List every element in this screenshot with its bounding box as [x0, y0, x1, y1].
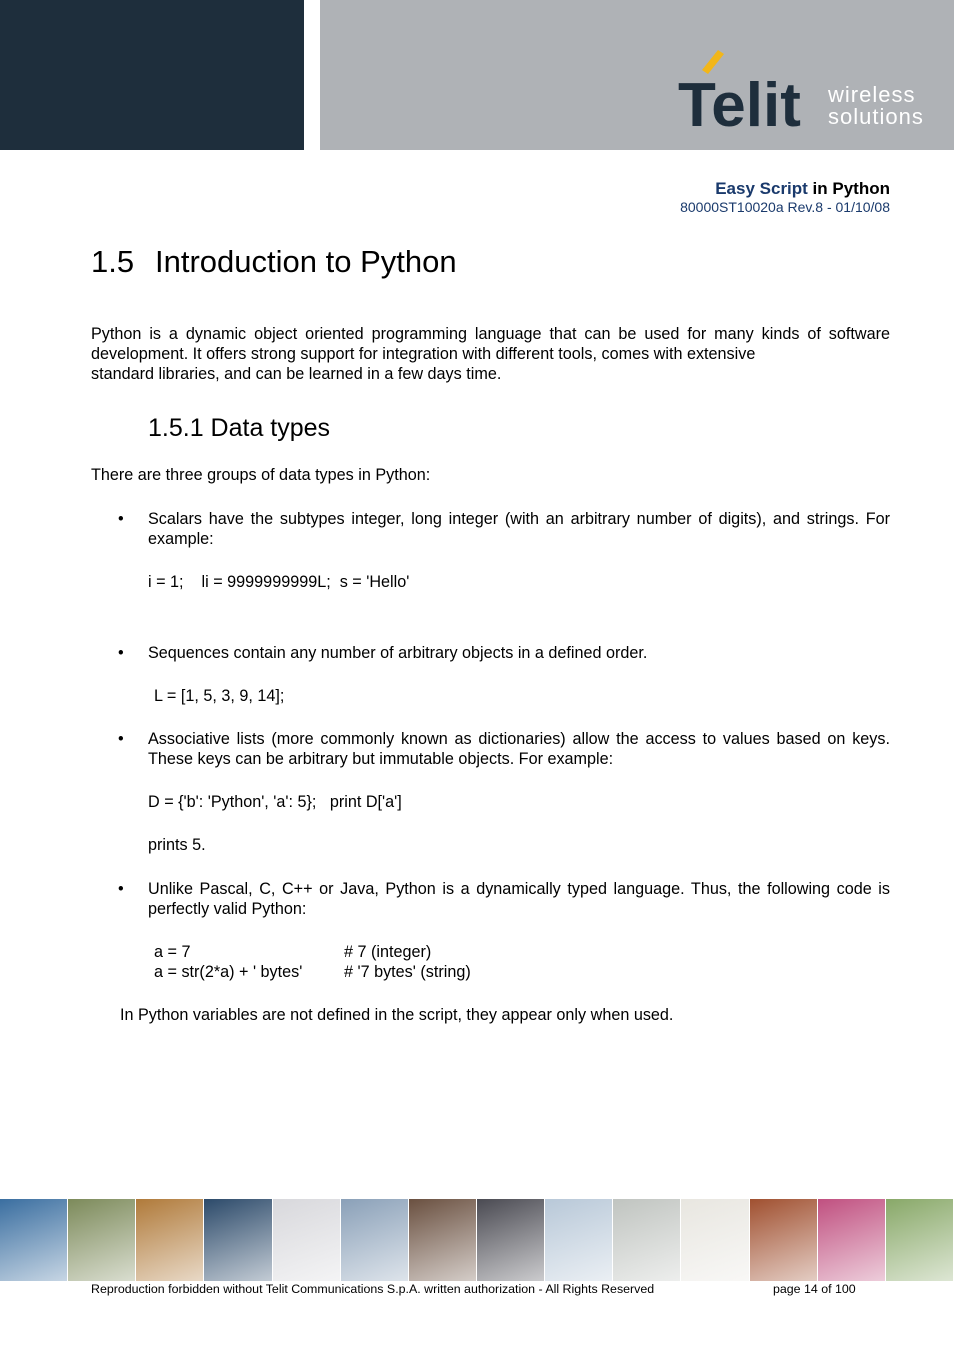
code-line-2: a = str(2*a) + ' bytes': [154, 963, 303, 981]
footer-photo-tile: [477, 1199, 545, 1281]
bullet-sequences: •: [118, 644, 124, 662]
footer-photo-tile: [750, 1199, 818, 1281]
intro-paragraph: [91, 324, 890, 384]
footer-photo-strip: [0, 1199, 954, 1281]
sequences-description: Sequences contain any number of arbitrary objects in a defined order.: [148, 644, 648, 662]
footer-photo-tile: [204, 1199, 272, 1281]
scalars-code: i = 1; li = 9999999999L; s = 'Hello': [148, 573, 410, 591]
footer-photo-tile: [818, 1199, 886, 1281]
code-line-1: a = 7: [154, 943, 191, 961]
subsection-heading: 1.5.1 Data types: [148, 414, 331, 442]
footer-photo-tile: [341, 1199, 409, 1281]
footer-photo-tile: [136, 1199, 204, 1281]
telit-logo: [676, 48, 816, 132]
bullet-scalars: •: [118, 510, 124, 528]
footer-photo-tile: [68, 1199, 136, 1281]
footer-photo-tile: [409, 1199, 477, 1281]
bullet-dynamic-typing: •: [118, 880, 124, 898]
intro-last-line: standard libraries, and can be learned in a few days time.: [91, 365, 502, 383]
document-code: 80000ST10020a Rev.8 - 01/10/08: [680, 199, 890, 215]
sequences-code: L = [1, 5, 3, 9, 14];: [154, 687, 285, 705]
dictionaries-description: Associative lists (more commonly known as dictionaries) allow the access to values based on keys. These keys can be arbitrary but immutable objects. For example:: [148, 730, 890, 768]
section-heading: [91, 244, 457, 280]
section-title: Introduction to Python: [155, 244, 457, 279]
footer-photo-tile: [0, 1199, 68, 1281]
footer-photo-tile: [681, 1199, 749, 1281]
code-line-1-comment: # 7 (integer): [344, 943, 432, 961]
document-title: [715, 179, 890, 199]
document-title-rest: in Python: [807, 179, 890, 198]
footer-photo-tile: [613, 1199, 681, 1281]
scalars-description: Scalars have the subtypes integer, long integer (with an arbitrary number of digits), and strings. For example:: [148, 510, 890, 548]
logo-tagline-solutions: solutions: [828, 104, 924, 129]
footer-photo-tile: [545, 1199, 613, 1281]
code-line-2-comment: # '7 bytes' (string): [344, 963, 471, 981]
closing-paragraph: In Python variables are not defined in the script, they appear only when used.: [120, 1006, 674, 1024]
bullet-dictionaries: •: [118, 730, 124, 748]
footer-photo-tile: [273, 1199, 341, 1281]
footer-photo-tile: [886, 1199, 954, 1281]
intro-text: Python is a dynamic object oriented programming language that can be used for many kinds of software development. It offers strong support for integration with different tools, comes with extensive: [91, 325, 890, 363]
footer-page-number: page 14 of 100: [773, 1282, 856, 1296]
dynamic-typing-description: Unlike Pascal, C, C++ or Java, Python is a dynamically typed language. Thus, the following code is perfectly valid Python:: [148, 880, 890, 918]
footer-rights-notice: Reproduction forbidden without Telit Communications S.p.A. written authorization - All Rights Reserved: [91, 1282, 655, 1296]
logo-tagline-wireless: wireless: [828, 82, 916, 107]
dictionaries-result: prints 5.: [148, 836, 206, 854]
logo-wordmark: Telit: [678, 71, 801, 132]
document-title-accent: Easy Script: [715, 179, 808, 198]
header-dark-band: [0, 0, 304, 150]
data-types-intro: There are three groups of data types in Python:: [91, 466, 431, 484]
section-number: 1.5: [91, 244, 135, 279]
dictionaries-code: D = {'b': 'Python', 'a': 5}; print D['a']: [148, 793, 402, 811]
